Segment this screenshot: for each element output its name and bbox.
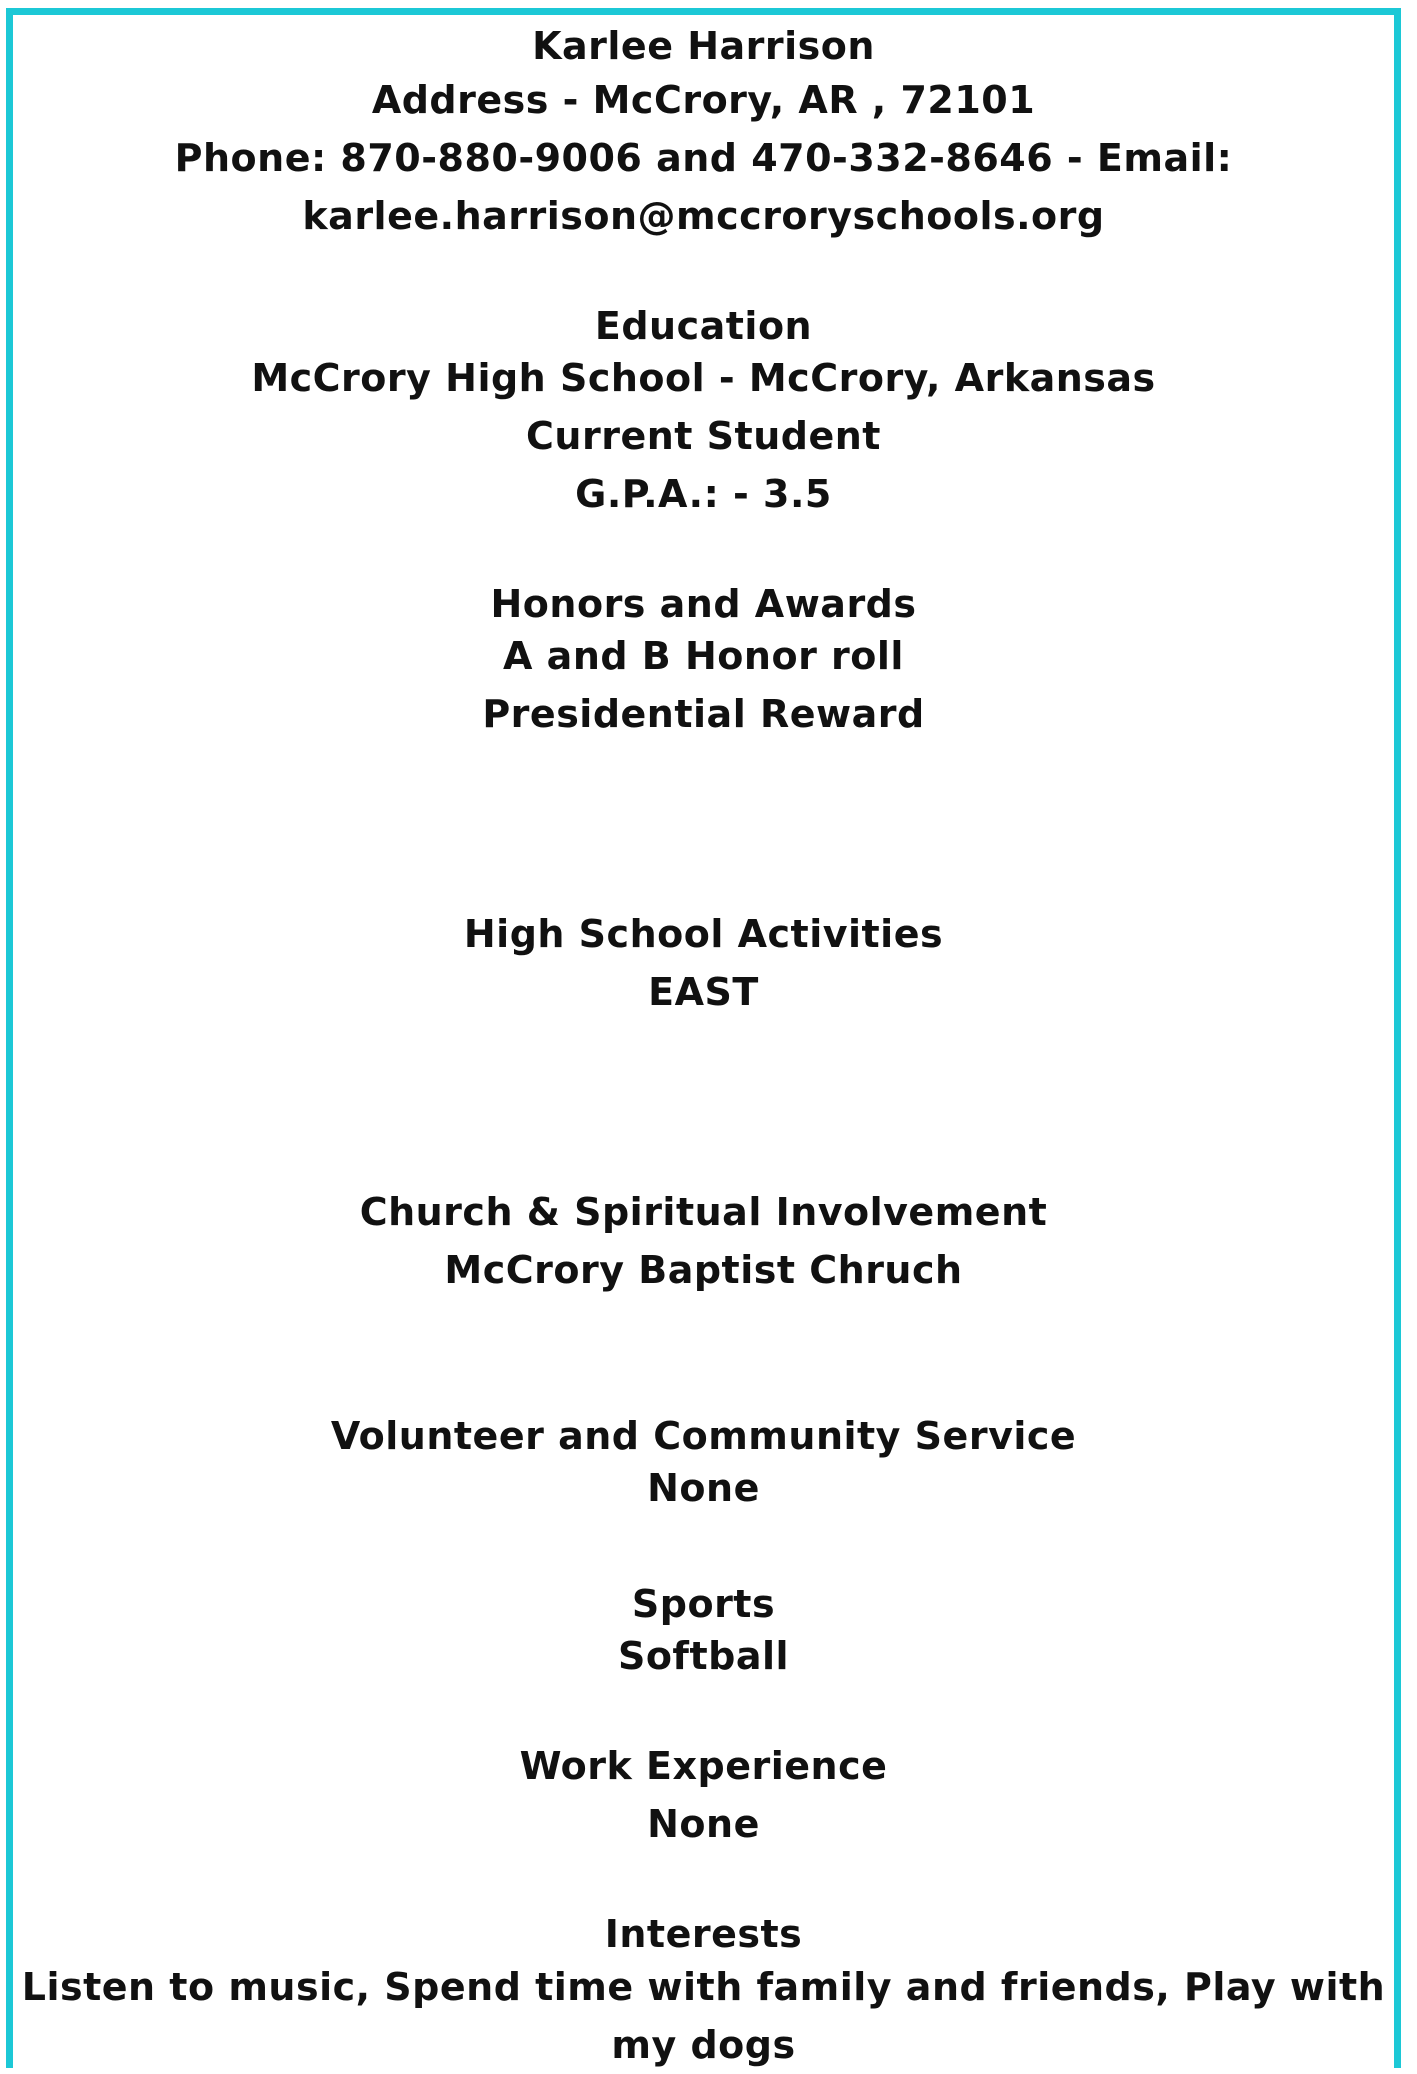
resume-name: Karlee Harrison (532, 24, 875, 68)
education-heading: Education (594, 304, 813, 348)
volunteer-item: None (647, 1466, 760, 1510)
activities-item: EAST (648, 970, 759, 1014)
honors-item: A and B Honor roll (503, 634, 904, 678)
sports-item: Softball (617, 1634, 790, 1678)
honors-heading: Honors and Awards (490, 582, 917, 626)
activities-heading: High School Activities (463, 912, 944, 956)
church-heading: Church & Spiritual Involvement (359, 1190, 1048, 1234)
address-line: Address - McCrory, AR , 72101 (371, 78, 1036, 122)
volunteer-heading: Volunteer and Community Service (330, 1414, 1077, 1458)
work-item: None (647, 1802, 760, 1846)
education-status: Current Student (526, 414, 881, 458)
work-heading: Work Experience (519, 1744, 888, 1788)
church-item: McCrory Baptist Chruch (444, 1248, 963, 1292)
phone-line: Phone: 870-880-9006 and 470-332-8646 - Email: (174, 136, 1233, 180)
interests-heading: Interests (604, 1912, 803, 1956)
education-school: McCrory High School - McCrory, Arkansas (251, 356, 1156, 400)
honors-item: Presidential Reward (482, 692, 925, 736)
interests-text: Listen to music, Spend time with family and friends, Play with my dogs (21, 1965, 1386, 2067)
resume-page (6, 8, 1401, 2068)
sports-heading: Sports (631, 1582, 776, 1626)
education-gpa: G.P.A.: - 3.5 (575, 472, 832, 516)
email-line: karlee.harrison@mccroryschools.org (302, 194, 1105, 238)
